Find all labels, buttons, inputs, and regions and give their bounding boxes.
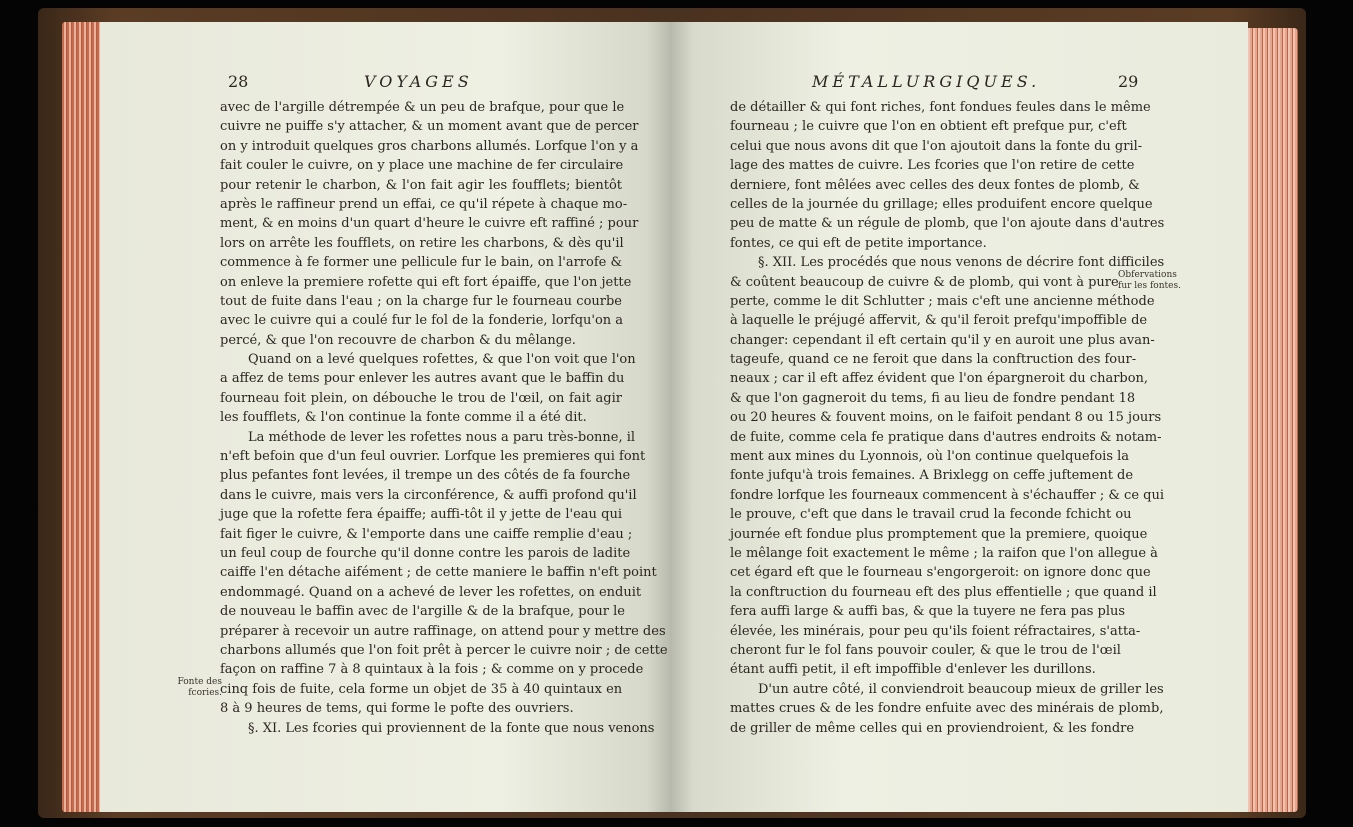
text-line: changer: cependant il eft certain qu'il y en auroit une plus avan-	[730, 332, 1155, 348]
right-page-edges	[1240, 28, 1298, 812]
text-line: tageufe, quand ce ne feroit que dans la conftruction des four-	[730, 352, 1137, 368]
text-line: ment, & en moins d'un quart d'heure le cuivre eft raffiné ; pour	[220, 216, 639, 232]
text-line: caiffe l'en détache aifément ; de cette maniere le baffin n'eft point	[220, 565, 657, 581]
right-running-head: MÉTALLURGIQUES.	[812, 72, 1041, 91]
text-line: celui que nous avons dit que l'on ajoutoit dans la fonte du gril-	[730, 138, 1143, 154]
text-line: fait figer le cuivre, & l'emporte dans une caiffe remplie d'eau ;	[220, 526, 633, 542]
text-line: avec le cuivre qui a coulé fur le fol de la fonderie, lorfqu'on a	[220, 313, 624, 329]
text-line: celles de la journée du grillage; elles produifent encore quelque	[730, 196, 1153, 212]
text-line: de détailler & qui font riches, font fondues feules dans le même	[730, 100, 1151, 115]
text-line: cinq fois de fuite, cela forme un objet de 35 à 40 quintaux en	[220, 681, 623, 697]
text-line: les foufflets, & l'on continue la fonte comme il a été dit.	[220, 410, 587, 426]
text-line: fourneau foit plein, on débouche le trou de l'œil, on fait agir	[220, 390, 622, 406]
left-margin-note	[170, 677, 222, 699]
text-line: préparer à recevoir un autre raffinage, on attend pour y mettre des	[220, 623, 666, 639]
text-line: étant auffi petit, il eft impoffible d'enlever les durillons.	[730, 662, 1096, 678]
text-line: fondre lorfque les fourneaux commencent à s'échauffer ; & ce qui	[730, 487, 1165, 503]
text-line: commence à fe former une pellicule fur le bain, on l'arrofe &	[220, 255, 623, 271]
margin-note-line: fcories.	[188, 688, 222, 698]
left-page-body	[220, 98, 668, 738]
text-line: de fuite, comme cela fe pratique dans d'autres endroits & notam-	[730, 429, 1162, 445]
text-line: juge que la rofette fera épaiffe; auffi-tôt il y jette de l'eau qui	[220, 507, 622, 523]
text-line: on y introduit quelques gros charbons allumés. Lorfque l'on y a	[220, 138, 639, 154]
text-line: un feul coup de fourche qu'il donne contre les parois de ladite	[220, 545, 631, 561]
text-line: fourneau ; le cuivre que l'on en obtient eft prefque pur, c'eft	[730, 119, 1127, 135]
right-margin-note	[1118, 270, 1204, 292]
left-page	[100, 22, 670, 812]
text-line: lage des mattes de cuivre. Les fcories que l'on retire de cette	[730, 158, 1135, 174]
text-line: neaux ; car il eft affez évident que l'on épargneroit du charbon,	[730, 371, 1149, 387]
text-line: avec de l'argille détrempée & un peu de brafque, pour que le	[220, 100, 625, 115]
text-line: ment aux mines du Lyonnois, où l'on continue quelquefois la	[730, 449, 1130, 465]
text-line: de griller de même celles qui en proviendroient, & les fondre	[730, 720, 1135, 736]
text-line: D'un autre côté, il conviendroit beaucoup mieux de griller les	[758, 681, 1164, 697]
text-line: cuivre ne puiffe s'y attacher, & un moment avant que de percer	[220, 119, 639, 135]
text-line: §. XII. Les procédés que nous venons de décrire font difficiles	[758, 255, 1165, 271]
text-line: ou 20 heures & fouvent moins, on le faifoit pendant 8 ou 15 jours	[730, 410, 1162, 426]
text-line: percé, & que l'on recouvre de charbon & du mêlange.	[220, 332, 576, 348]
text-line: charbons allumés que l'on foit prêt à percer le cuivre noir ; de cette	[220, 642, 668, 658]
text-line: tout de fuite dans l'eau ; on la charge fur le fourneau courbe	[220, 293, 622, 309]
text-line: perte, comme le dit Schlutter ; mais c'eft une ancienne méthode	[730, 293, 1155, 309]
text-line: la conftruction du fourneau eft des plus effentielle ; que quand il	[730, 584, 1157, 600]
right-page-number: 29	[1118, 72, 1139, 91]
text-line: fontes, ce qui eft de petite importance.	[730, 235, 987, 251]
text-line: §. XI. Les fcories qui proviennent de la fonte que nous venons	[248, 720, 655, 736]
text-line: journée eft fondue plus promptement que la premiere, quoique	[730, 526, 1148, 542]
text-line: après le raffineur prend un effai, ce qu'il répete à chaque mo-	[220, 196, 628, 212]
text-line: fait couler le cuivre, on y place une machine de fer circulaire	[220, 158, 624, 174]
margin-note-line: Fonte des	[177, 677, 222, 687]
text-line: a affez de tems pour enlever les autres avant que le baffin du	[220, 371, 625, 387]
text-line: n'eft befoin que d'un feul ouvrier. Lorfque les premieres qui font	[220, 449, 646, 465]
text-line: derniere, font mêlées avec celles des deux fontes de plomb, &	[730, 177, 1140, 193]
margin-note-line: Obfervations	[1118, 270, 1177, 280]
text-line: La méthode de lever les rofettes nous a paru très-bonne, il	[248, 429, 636, 445]
text-line: à laquelle le préjugé affervit, & qu'il feroit prefqu'impoffible de	[730, 313, 1148, 329]
text-line: le prouve, c'eft que dans le travail crud la feconde fchicht ou	[730, 507, 1132, 523]
right-page	[670, 22, 1248, 812]
text-line: élevée, les minérais, pour peu qu'ils foient réfractaires, s'atta-	[730, 623, 1141, 639]
text-line: mattes crues & de les fondre enfuite avec des minérais de plomb,	[730, 701, 1164, 717]
text-line: fonte jufqu'à trois femaines. A Brixlegg on ceffe juftement de	[730, 468, 1134, 484]
text-line: pour retenir le charbon, & l'on fait agir les foufflets; bientôt	[220, 177, 622, 193]
left-page-number: 28	[228, 72, 249, 91]
text-line: lors on arrête les foufflets, on retire les charbons, & dès qu'il	[220, 235, 624, 251]
text-line: de nouveau le baffin avec de l'argille & de la brafque, pour le	[220, 604, 625, 620]
text-line: peu de matte & un régule de plomb, que l'on ajoute dans d'autres	[730, 216, 1165, 232]
text-line: fera auffi large & auffi bas, & que la tuyere ne fera pas plus	[730, 604, 1126, 620]
text-line: 8 à 9 heures de tems, qui forme le pofte des ouvriers.	[220, 701, 574, 717]
text-line: Quand on a levé quelques rofettes, & que l'on voit que l'on	[248, 352, 636, 368]
text-line: dans le cuivre, mais vers la circonférence, & auffi profond qu'il	[220, 487, 637, 503]
text-line: cet égard eft que le fourneau s'engorgeroit: on ignore donc que	[730, 565, 1151, 581]
text-line: façon on raffine 7 à 8 quintaux à la fois ; & comme on y procede	[220, 662, 644, 678]
text-line: plus pefantes font levées, il trempe un des côtés de fa fourche	[220, 468, 631, 484]
margin-note-line: fur les fontes.	[1118, 281, 1181, 291]
text-line: le mêlange foit exactement le même ; la raifon que l'on allegue à	[730, 545, 1158, 561]
left-running-head: VOYAGES	[364, 72, 473, 91]
text-line: on enleve la premiere rofette qui eft fort épaiffe, que l'on jette	[220, 274, 632, 290]
text-line: endommagé. Quand on a achevé de lever les rofettes, on enduit	[220, 584, 642, 600]
text-line: & que l'on gagneroit du tems, fi au lieu de fondre pendant 18	[730, 390, 1136, 406]
text-line: cheront fur le fol fans pouvoir couler, & que le trou de l'œil	[730, 642, 1121, 658]
text-line: & coûtent beaucoup de cuivre & de plomb, qui vont à pure	[730, 274, 1119, 290]
